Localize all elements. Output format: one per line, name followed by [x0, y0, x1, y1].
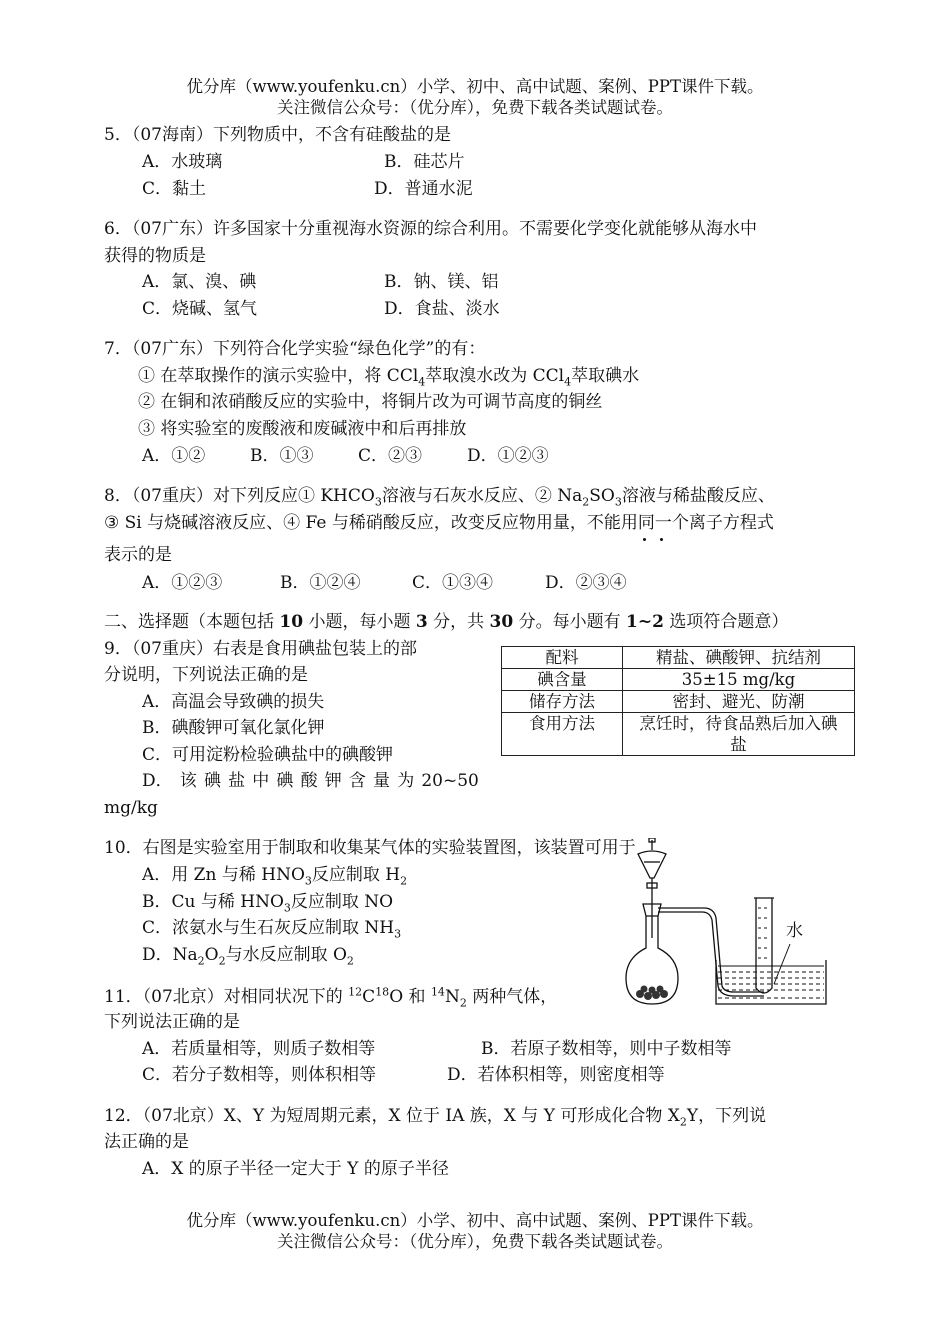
q7-stem: 7．（07广东）下列符合化学实验“绿色化学”的有： [104, 339, 486, 359]
emphasis-dot [660, 538, 663, 541]
q6-stem-line-2: 获得的物质是 [104, 246, 206, 266]
q6-option-c: C．烧碱、氢气 [142, 299, 258, 319]
emphasis-not-able: 不能 [586, 513, 621, 533]
table-key: 食用方法 [502, 713, 623, 756]
header-line-2: 关注微信公众号：（优分库），免费下载各类试题试卷。 [277, 98, 673, 117]
q7-option-b: B．①③ [250, 446, 314, 466]
q9-stem-line-1: 9．（07重庆）右表是食用碘盐包装上的部 [104, 639, 417, 659]
table-row [502, 647, 855, 669]
q12-stem-line-1: 12．（07北京）X、Y 为短周期元素，X 位于 IA 族，X 与 Y 可形成化合物 $X_2Y$，下列说 [104, 1106, 767, 1129]
q9-stem-line-2: 分说明，下列说法正确的是 [104, 665, 308, 685]
q11-stem-line-1: 11．（07北京）对相同状况下的 $^{12}C^{18}O$ 和 $^{14}N_2$ 两种气体， [104, 985, 558, 1010]
footer-line-1: 优分库（www.youfenku.cn）小学、初中、高中试题、案例、PPT课件下载。 [186, 1211, 764, 1230]
q12-option-a: A．X 的原子半径一定大于 Y 的原子半径 [142, 1159, 449, 1179]
q11-option-d: D．若体积相等，则密度相等 [447, 1065, 665, 1085]
q11-option-a: A．若质量相等，则质子数相等 [142, 1039, 376, 1059]
water-label: 水 [786, 921, 803, 941]
q7-option-a: A．①② [142, 446, 206, 466]
footer-line-2: 关注微信公众号：（优分库），免费下载各类试题试卷。 [277, 1232, 673, 1251]
q10-stem: 10．右图是实验室用于制取和收集某气体的实验装置图，该装置可用于 [104, 838, 636, 858]
table-key: 储存方法 [502, 691, 623, 713]
table-row [502, 669, 855, 691]
table-value: 烹饪时，待食品熟后加入碘盐 [623, 713, 855, 756]
q8-stem-line-3: 表示的是 [104, 545, 172, 565]
table-key: 配料 [502, 647, 623, 669]
q10-option-a: A．用 Zn 与稀 $HNO_3$反应制取 $H_2$ [142, 865, 408, 888]
q5-option-b: B．硅芯片 [384, 152, 465, 172]
iodized-salt-table [501, 646, 855, 756]
q7-option-d: D．①②③ [467, 446, 549, 466]
q8-option-c: C．①③④ [412, 573, 494, 593]
q7-statement-2: ② 在铜和浓硝酸反应的实验中，将铜片改为可调节高度的铜丝 [138, 392, 603, 412]
q5-option-d: D．普通水泥 [374, 179, 473, 199]
q10-option-d: D．$Na_2O_2$与水反应制取 $O_2$ [142, 945, 354, 968]
q12-stem-line-2: 法正确的是 [104, 1132, 189, 1152]
q8-stem-line-1: 8．（07重庆）对下列反应① $KHCO_3$溶液与石灰水反应、② $Na_2SO_3$溶液与稀盐酸反应、 [104, 486, 775, 509]
table-value: 密封、避光、防潮 [623, 691, 855, 713]
header-line-1: 优分库（www.youfenku.cn）小学、初中、高中试题、案例、PPT课件下载。 [186, 77, 764, 96]
q8-option-d: D．②③④ [545, 573, 627, 593]
q9-option-d: D． 该 碘 盐 中 碘 酸 钾 含 量 为 20~50 [142, 771, 479, 791]
q5-option-c: C．黏土 [142, 179, 207, 199]
q5-stem: 5．（07海南）下列物质中，不含有硅酸盐的是 [104, 125, 451, 145]
q5-option-a: A．水玻璃 [142, 152, 223, 172]
q7-option-c: C．②③ [358, 446, 423, 466]
gas-apparatus-diagram [618, 838, 858, 1010]
q10-option-c: C．浓氨水与生石灰反应制取 $NH_3$ [142, 918, 402, 941]
q9-option-a: A．高温会导致碘的损失 [142, 692, 325, 712]
q10-option-b: B．Cu 与稀 $HNO_3$反应制取 NO [142, 892, 394, 915]
q6-option-a: A．氯、溴、碘 [142, 272, 257, 292]
q7-statement-3: ③ 将实验室的废酸液和废碱液中和后再排放 [138, 419, 467, 439]
q6-option-d: D．食盐、淡水 [384, 299, 500, 319]
q8-option-b: B．①②④ [280, 573, 361, 593]
table-value: 精盐、碘酸钾、抗结剂 [623, 647, 855, 669]
q9-option-c: C．可用淀粉检验碘盐中的碘酸钾 [142, 745, 394, 765]
table-value: 35±15 mg/kg [623, 669, 855, 691]
q7-statement-1: ① 在萃取操作的演示实验中，将 CCl$_4$萃取溴水改为 CCl$_4$萃取碘水 [138, 366, 640, 389]
q8-option-a: A．①②③ [142, 573, 223, 593]
table-key: 碘含量 [502, 669, 623, 691]
emphasis-dot [643, 538, 646, 541]
table-row [502, 713, 855, 756]
q9-option-d-unit: mg/kg [104, 798, 158, 818]
table-row [502, 691, 855, 713]
q11-option-c: C．若分子数相等，则体积相等 [142, 1065, 377, 1085]
q8-stem-line-2: ③ Si 与烧碱溶液反应、④ Fe 与稀硝酸反应，改变反应物用量，不能用同一个离子方程式 [104, 513, 774, 533]
q11-stem-line-2: 下列说法正确的是 [104, 1012, 240, 1032]
q9-option-b: B．碘酸钾可氧化氯化钾 [142, 718, 325, 738]
section-2-heading: 二、选择题（本题包括 10 小题，每小题 3 分，共 30 分。每小题有 1~2 选项符合题意） [104, 612, 789, 632]
q11-option-b: B．若原子数相等，则中子数相等 [481, 1039, 732, 1059]
q6-option-b: B．钠、镁、铝 [384, 272, 499, 292]
q6-stem-line-1: 6．（07广东）许多国家十分重视海水资源的综合利用。不需要化学变化就能够从海水中 [104, 219, 757, 239]
